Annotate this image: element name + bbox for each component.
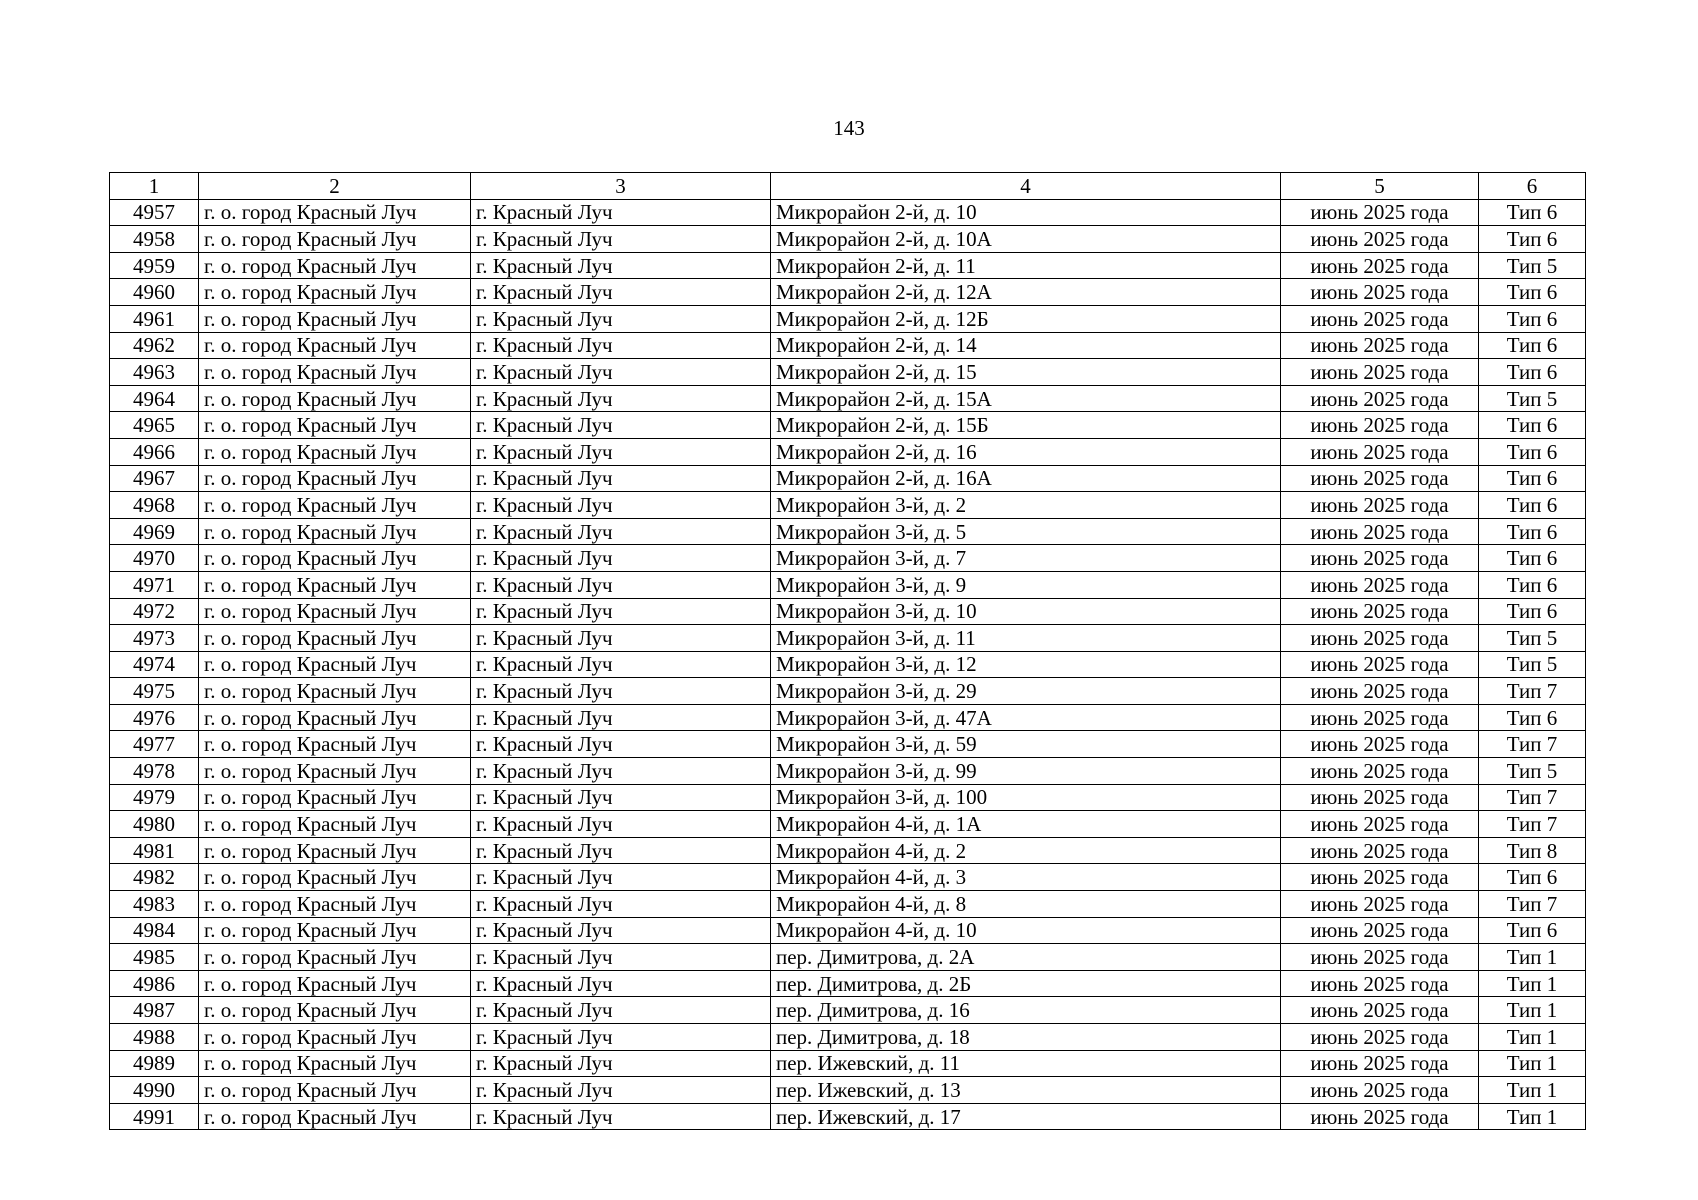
cell-address: Микрорайон 3-й, д. 2 [771,492,1281,519]
cell-address: пер. Димитрова, д. 16 [771,997,1281,1024]
cell-municipality: г. о. город Красный Луч [199,412,471,439]
cell-settlement: г. Красный Луч [471,571,771,598]
cell-type: Тип 6 [1479,412,1586,439]
cell-address: Микрорайон 4-й, д. 1А [771,811,1281,838]
table-row [110,864,1586,891]
cell-deadline: июнь 2025 года [1281,571,1479,598]
cell-settlement: г. Красный Луч [471,1077,771,1104]
cell-row-number: 4963 [110,359,199,386]
cell-municipality: г. о. город Красный Луч [199,199,471,226]
table-row [110,252,1586,279]
cell-municipality: г. о. город Красный Луч [199,837,471,864]
table-row [110,1050,1586,1077]
cell-deadline: июнь 2025 года [1281,970,1479,997]
cell-address: Микрорайон 3-й, д. 7 [771,545,1281,572]
cell-address: пер. Ижевский, д. 13 [771,1077,1281,1104]
cell-type: Тип 6 [1479,598,1586,625]
table-row [110,625,1586,652]
table-row [110,518,1586,545]
table-row [110,438,1586,465]
header-col-4: 4 [771,173,1281,200]
cell-municipality: г. о. город Красный Луч [199,1024,471,1051]
cell-row-number: 4979 [110,784,199,811]
cell-type: Тип 1 [1479,1103,1586,1130]
table-row [110,226,1586,253]
cell-deadline: июнь 2025 года [1281,1050,1479,1077]
cell-settlement: г. Красный Луч [471,385,771,412]
cell-settlement: г. Красный Луч [471,252,771,279]
header-col-6: 6 [1479,173,1586,200]
cell-row-number: 4971 [110,571,199,598]
cell-address: Микрорайон 2-й, д. 15А [771,385,1281,412]
cell-settlement: г. Красный Луч [471,917,771,944]
cell-type: Тип 6 [1479,571,1586,598]
cell-settlement: г. Красный Луч [471,1024,771,1051]
cell-type: Тип 5 [1479,758,1586,785]
cell-deadline: июнь 2025 года [1281,731,1479,758]
table-row [110,332,1586,359]
cell-settlement: г. Красный Луч [471,837,771,864]
cell-row-number: 4991 [110,1103,199,1130]
cell-address: Микрорайон 2-й, д. 16 [771,438,1281,465]
table-row [110,359,1586,386]
cell-row-number: 4987 [110,997,199,1024]
cell-row-number: 4977 [110,731,199,758]
cell-type: Тип 6 [1479,438,1586,465]
cell-deadline: июнь 2025 года [1281,1103,1479,1130]
cell-row-number: 4967 [110,465,199,492]
cell-address: пер. Димитрова, д. 18 [771,1024,1281,1051]
cell-address: Микрорайон 2-й, д. 10 [771,199,1281,226]
cell-type: Тип 6 [1479,704,1586,731]
cell-address: Микрорайон 3-й, д. 5 [771,518,1281,545]
cell-settlement: г. Красный Луч [471,518,771,545]
table-row [110,1103,1586,1130]
cell-municipality: г. о. город Красный Луч [199,438,471,465]
cell-settlement: г. Красный Луч [471,811,771,838]
cell-deadline: июнь 2025 года [1281,385,1479,412]
cell-address: Микрорайон 2-й, д. 14 [771,332,1281,359]
cell-row-number: 4978 [110,758,199,785]
cell-address: Микрорайон 4-й, д. 10 [771,917,1281,944]
cell-type: Тип 1 [1479,944,1586,971]
cell-deadline: июнь 2025 года [1281,252,1479,279]
cell-row-number: 4962 [110,332,199,359]
cell-type: Тип 7 [1479,891,1586,918]
cell-settlement: г. Красный Луч [471,1050,771,1077]
cell-address: Микрорайон 3-й, д. 99 [771,758,1281,785]
cell-type: Тип 6 [1479,518,1586,545]
cell-address: пер. Димитрова, д. 2А [771,944,1281,971]
table-row [110,917,1586,944]
cell-municipality: г. о. город Красный Луч [199,571,471,598]
cell-address: Микрорайон 3-й, д. 12 [771,651,1281,678]
cell-address: Микрорайон 3-й, д. 10 [771,598,1281,625]
cell-address: Микрорайон 3-й, д. 11 [771,625,1281,652]
page-number: 143 [833,116,865,140]
cell-address: Микрорайон 3-й, д. 9 [771,571,1281,598]
cell-settlement: г. Красный Луч [471,997,771,1024]
cell-address: Микрорайон 2-й, д. 11 [771,252,1281,279]
cell-deadline: июнь 2025 года [1281,492,1479,519]
cell-type: Тип 1 [1479,1077,1586,1104]
cell-municipality: г. о. город Красный Луч [199,385,471,412]
cell-address: Микрорайон 2-й, д. 12Б [771,305,1281,332]
table-row [110,598,1586,625]
cell-deadline: июнь 2025 года [1281,837,1479,864]
cell-type: Тип 5 [1479,651,1586,678]
cell-municipality: г. о. город Красный Луч [199,359,471,386]
cell-settlement: г. Красный Луч [471,758,771,785]
cell-settlement: г. Красный Луч [471,332,771,359]
cell-settlement: г. Красный Луч [471,598,771,625]
cell-type: Тип 6 [1479,492,1586,519]
table-row [110,1024,1586,1051]
cell-address: Микрорайон 4-й, д. 2 [771,837,1281,864]
cell-type: Тип 1 [1479,997,1586,1024]
cell-row-number: 4968 [110,492,199,519]
cell-municipality: г. о. город Красный Луч [199,891,471,918]
cell-municipality: г. о. город Красный Луч [199,465,471,492]
cell-address: пер. Ижевский, д. 17 [771,1103,1281,1130]
cell-deadline: июнь 2025 года [1281,811,1479,838]
cell-type: Тип 5 [1479,625,1586,652]
cell-row-number: 4964 [110,385,199,412]
cell-deadline: июнь 2025 года [1281,598,1479,625]
cell-settlement: г. Красный Луч [471,545,771,572]
cell-municipality: г. о. город Красный Луч [199,252,471,279]
cell-row-number: 4957 [110,199,199,226]
cell-type: Тип 7 [1479,784,1586,811]
cell-municipality: г. о. город Красный Луч [199,864,471,891]
header-row [110,173,1586,200]
cell-settlement: г. Красный Луч [471,359,771,386]
table-row [110,997,1586,1024]
cell-address: пер. Димитрова, д. 2Б [771,970,1281,997]
cell-settlement: г. Красный Луч [471,438,771,465]
cell-row-number: 4980 [110,811,199,838]
cell-deadline: июнь 2025 года [1281,997,1479,1024]
cell-deadline: июнь 2025 года [1281,438,1479,465]
table-row [110,944,1586,971]
table-row [110,678,1586,705]
cell-type: Тип 6 [1479,545,1586,572]
cell-type: Тип 6 [1479,917,1586,944]
cell-row-number: 4984 [110,917,199,944]
table-row [110,492,1586,519]
table-row [110,279,1586,306]
cell-deadline: июнь 2025 года [1281,412,1479,439]
cell-municipality: г. о. город Красный Луч [199,1103,471,1130]
cell-settlement: г. Красный Луч [471,864,771,891]
cell-row-number: 4972 [110,598,199,625]
cell-municipality: г. о. город Красный Луч [199,758,471,785]
cell-address: Микрорайон 2-й, д. 15Б [771,412,1281,439]
table-row [110,731,1586,758]
cell-type: Тип 1 [1479,1024,1586,1051]
cell-address: Микрорайон 2-й, д. 10А [771,226,1281,253]
cell-settlement: г. Красный Луч [471,944,771,971]
cell-row-number: 4976 [110,704,199,731]
cell-deadline: июнь 2025 года [1281,305,1479,332]
cell-municipality: г. о. город Красный Луч [199,332,471,359]
cell-municipality: г. о. город Красный Луч [199,1077,471,1104]
cell-type: Тип 6 [1479,226,1586,253]
cell-type: Тип 8 [1479,837,1586,864]
cell-deadline: июнь 2025 года [1281,678,1479,705]
cell-deadline: июнь 2025 года [1281,864,1479,891]
cell-deadline: июнь 2025 года [1281,226,1479,253]
table-row [110,385,1586,412]
cell-deadline: июнь 2025 года [1281,784,1479,811]
cell-settlement: г. Красный Луч [471,305,771,332]
cell-type: Тип 6 [1479,199,1586,226]
cell-municipality: г. о. город Красный Луч [199,305,471,332]
cell-address: Микрорайон 4-й, д. 8 [771,891,1281,918]
cell-settlement: г. Красный Луч [471,704,771,731]
cell-deadline: июнь 2025 года [1281,332,1479,359]
cell-deadline: июнь 2025 года [1281,944,1479,971]
cell-type: Тип 6 [1479,332,1586,359]
cell-address: Микрорайон 4-й, д. 3 [771,864,1281,891]
table-row [110,891,1586,918]
cell-row-number: 4958 [110,226,199,253]
cell-row-number: 4975 [110,678,199,705]
cell-row-number: 4965 [110,412,199,439]
cell-type: Тип 1 [1479,1050,1586,1077]
cell-municipality: г. о. город Красный Луч [199,1050,471,1077]
cell-address: Микрорайон 3-й, д. 59 [771,731,1281,758]
cell-row-number: 4982 [110,864,199,891]
housing-register-table [109,172,1586,1130]
cell-municipality: г. о. город Красный Луч [199,651,471,678]
cell-municipality: г. о. город Красный Луч [199,784,471,811]
table-row [110,811,1586,838]
cell-settlement: г. Красный Луч [471,784,771,811]
cell-settlement: г. Красный Луч [471,279,771,306]
table-row [110,1077,1586,1104]
cell-type: Тип 6 [1479,305,1586,332]
cell-type: Тип 5 [1479,252,1586,279]
cell-address: Микрорайон 2-й, д. 12А [771,279,1281,306]
table-row [110,465,1586,492]
cell-address: Микрорайон 2-й, д. 15 [771,359,1281,386]
cell-municipality: г. о. город Красный Луч [199,625,471,652]
cell-deadline: июнь 2025 года [1281,1024,1479,1051]
cell-deadline: июнь 2025 года [1281,651,1479,678]
cell-deadline: июнь 2025 года [1281,891,1479,918]
cell-row-number: 4970 [110,545,199,572]
cell-municipality: г. о. город Красный Луч [199,226,471,253]
cell-deadline: июнь 2025 года [1281,917,1479,944]
cell-row-number: 4981 [110,837,199,864]
cell-type: Тип 6 [1479,465,1586,492]
table-row [110,651,1586,678]
cell-settlement: г. Красный Луч [471,226,771,253]
cell-deadline: июнь 2025 года [1281,279,1479,306]
cell-settlement: г. Красный Луч [471,678,771,705]
table-row [110,784,1586,811]
cell-municipality: г. о. город Красный Луч [199,811,471,838]
cell-deadline: июнь 2025 года [1281,704,1479,731]
cell-deadline: июнь 2025 года [1281,199,1479,226]
cell-deadline: июнь 2025 года [1281,465,1479,492]
cell-municipality: г. о. город Красный Луч [199,492,471,519]
cell-address: Микрорайон 3-й, д. 29 [771,678,1281,705]
cell-settlement: г. Красный Луч [471,970,771,997]
cell-type: Тип 7 [1479,678,1586,705]
header-col-2: 2 [199,173,471,200]
table-row [110,305,1586,332]
cell-deadline: июнь 2025 года [1281,1077,1479,1104]
cell-municipality: г. о. город Красный Луч [199,678,471,705]
cell-settlement: г. Красный Луч [471,1103,771,1130]
cell-row-number: 4960 [110,279,199,306]
cell-row-number: 4986 [110,970,199,997]
cell-address: Микрорайон 3-й, д. 47А [771,704,1281,731]
cell-deadline: июнь 2025 года [1281,359,1479,386]
header-col-3: 3 [471,173,771,200]
table-row [110,412,1586,439]
cell-deadline: июнь 2025 года [1281,758,1479,785]
cell-municipality: г. о. город Красный Луч [199,598,471,625]
cell-address: пер. Ижевский, д. 11 [771,1050,1281,1077]
cell-settlement: г. Красный Луч [471,465,771,492]
cell-settlement: г. Красный Луч [471,492,771,519]
cell-type: Тип 6 [1479,279,1586,306]
cell-settlement: г. Красный Луч [471,412,771,439]
cell-row-number: 4985 [110,944,199,971]
cell-settlement: г. Красный Луч [471,891,771,918]
cell-row-number: 4959 [110,252,199,279]
cell-municipality: г. о. город Красный Луч [199,545,471,572]
cell-row-number: 4961 [110,305,199,332]
table-row [110,837,1586,864]
cell-address: Микрорайон 2-й, д. 16А [771,465,1281,492]
cell-municipality: г. о. город Красный Луч [199,704,471,731]
cell-settlement: г. Красный Луч [471,731,771,758]
header-col-5: 5 [1281,173,1479,200]
table-header [110,173,1586,200]
table-row [110,545,1586,572]
cell-type: Тип 6 [1479,359,1586,386]
table-row [110,758,1586,785]
table-row [110,970,1586,997]
cell-row-number: 4989 [110,1050,199,1077]
cell-deadline: июнь 2025 года [1281,625,1479,652]
cell-row-number: 4969 [110,518,199,545]
cell-type: Тип 6 [1479,864,1586,891]
cell-municipality: г. о. город Красный Луч [199,970,471,997]
cell-row-number: 4973 [110,625,199,652]
cell-type: Тип 7 [1479,811,1586,838]
cell-type: Тип 5 [1479,385,1586,412]
cell-row-number: 4988 [110,1024,199,1051]
cell-municipality: г. о. город Красный Луч [199,917,471,944]
cell-row-number: 4983 [110,891,199,918]
cell-row-number: 4990 [110,1077,199,1104]
cell-municipality: г. о. город Красный Луч [199,518,471,545]
cell-municipality: г. о. город Красный Луч [199,944,471,971]
cell-settlement: г. Красный Луч [471,625,771,652]
cell-deadline: июнь 2025 года [1281,518,1479,545]
cell-settlement: г. Красный Луч [471,651,771,678]
cell-municipality: г. о. город Красный Луч [199,997,471,1024]
cell-address: Микрорайон 3-й, д. 100 [771,784,1281,811]
cell-type: Тип 7 [1479,731,1586,758]
table-row [110,571,1586,598]
cell-municipality: г. о. город Красный Луч [199,731,471,758]
cell-settlement: г. Красный Луч [471,199,771,226]
cell-row-number: 4974 [110,651,199,678]
cell-deadline: июнь 2025 года [1281,545,1479,572]
cell-type: Тип 1 [1479,970,1586,997]
cell-municipality: г. о. город Красный Луч [199,279,471,306]
header-col-1: 1 [110,173,199,200]
table-row [110,199,1586,226]
table-body [110,199,1586,1130]
table-row [110,704,1586,731]
cell-row-number: 4966 [110,438,199,465]
